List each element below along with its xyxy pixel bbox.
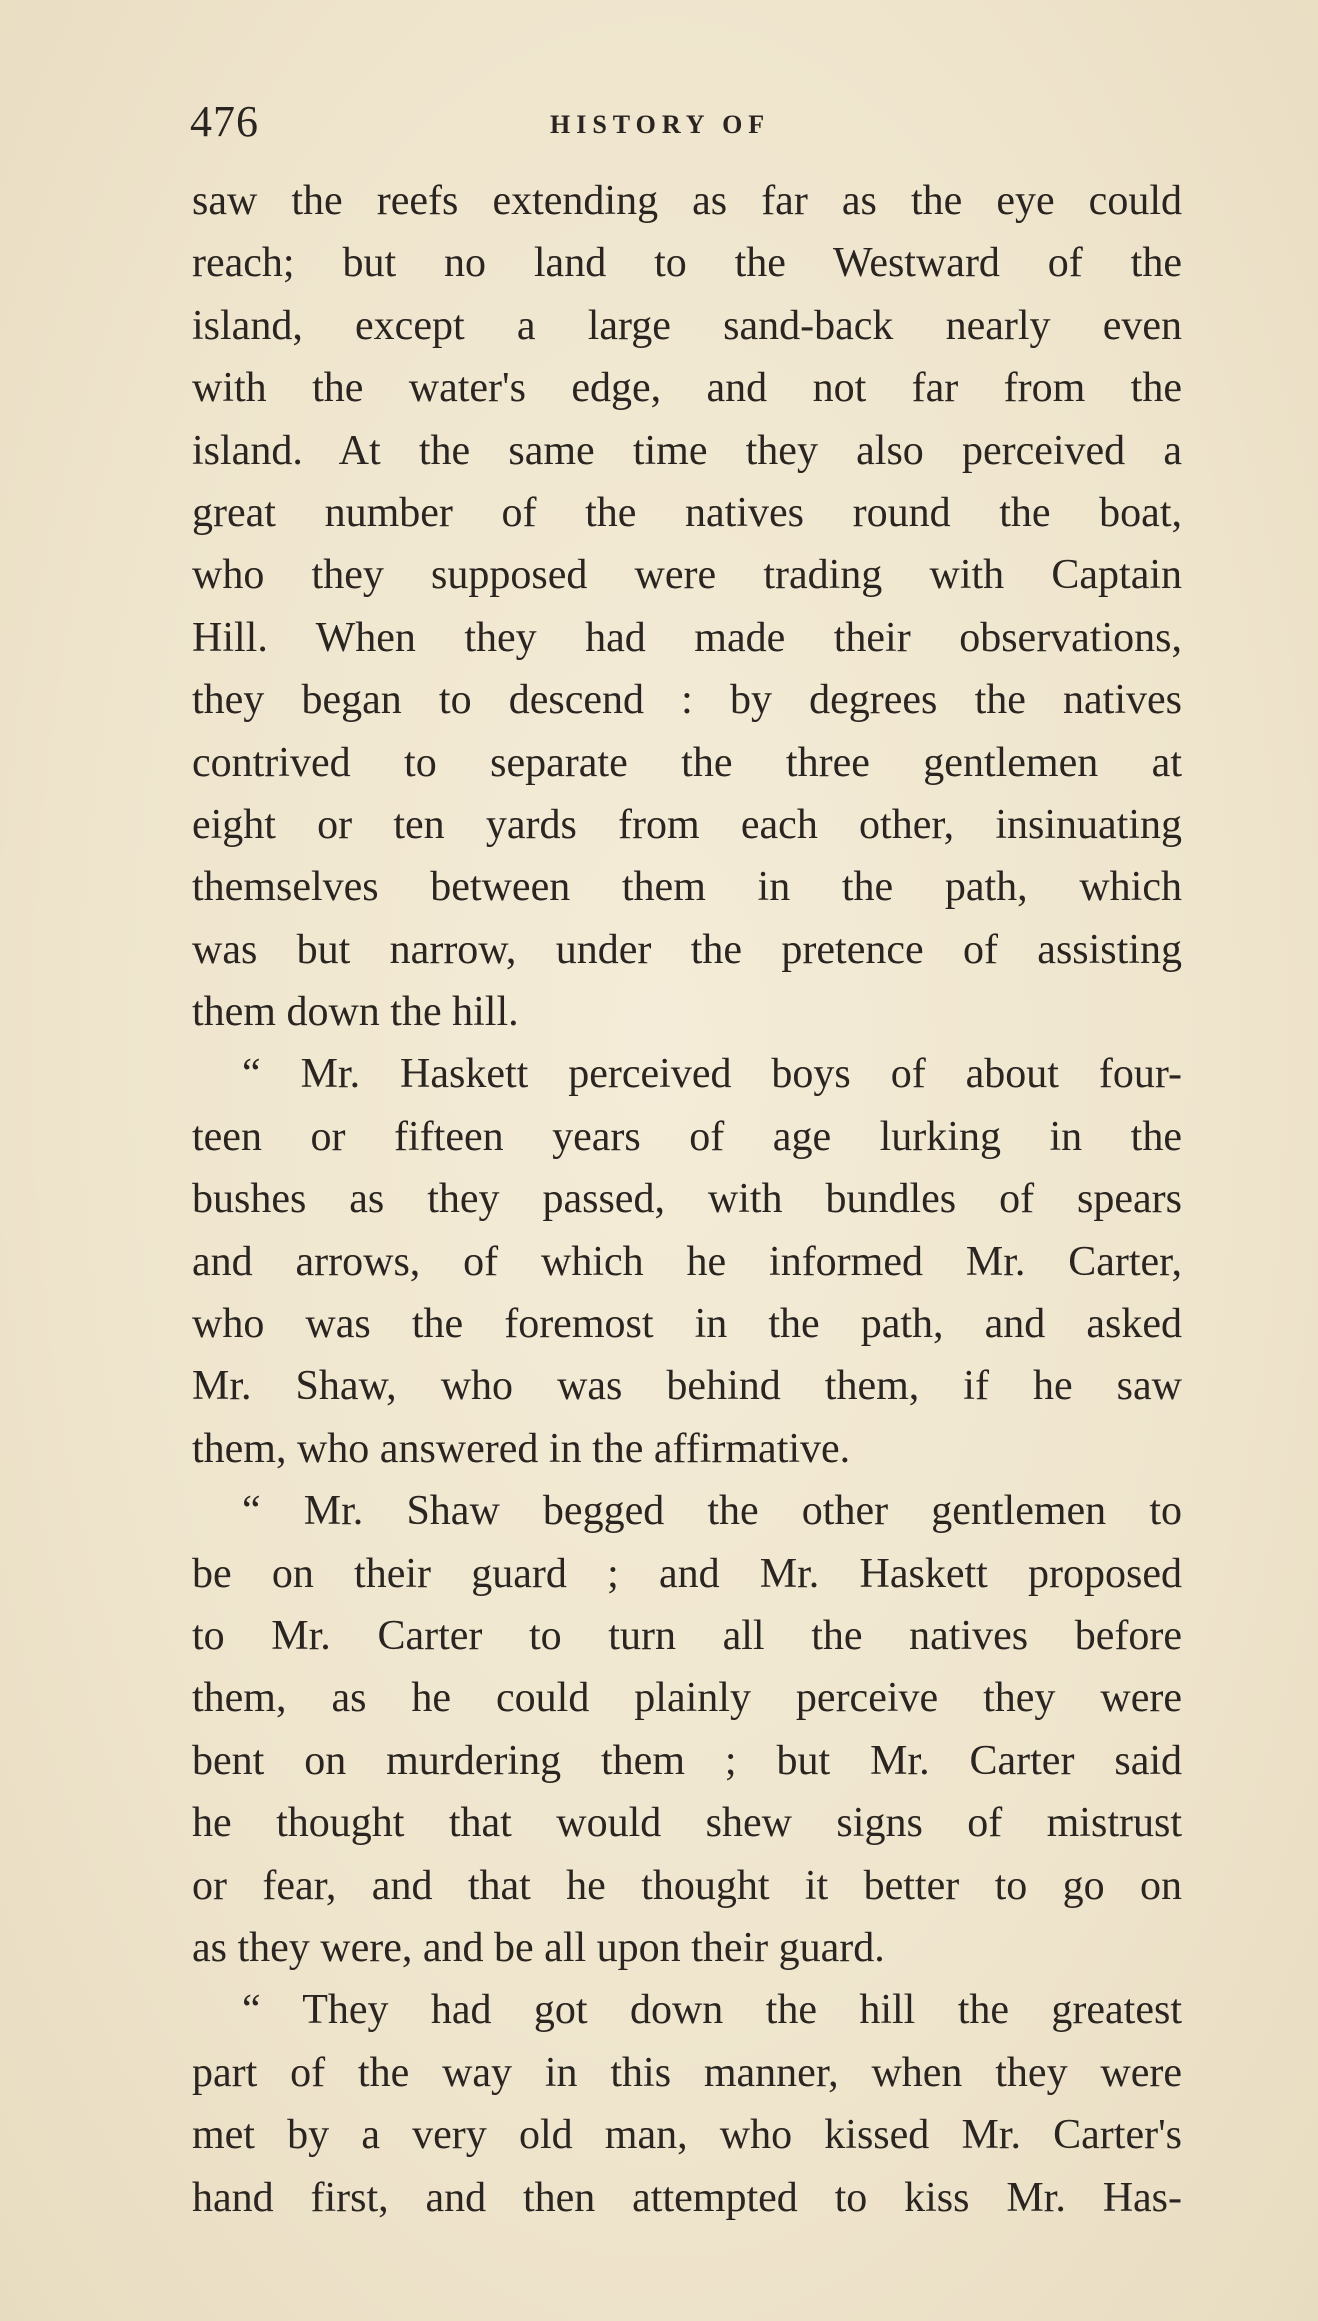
paragraph-end-line: them down the hill.	[192, 989, 519, 1036]
paragraph-start-line: “ They had got down the hill the greatest	[242, 1987, 1182, 2034]
text-line: eight or ten yards from each other, insinuating	[192, 801, 1182, 848]
page-header	[190, 96, 1180, 146]
text-line: who was the foremost in the path, and asked	[192, 1301, 1182, 1348]
paragraph-end-line: as they were, and be all upon their guard.	[192, 1924, 885, 1971]
body-text	[192, 170, 1182, 2229]
text-line: teen or fifteen years of age lurking in the	[192, 1113, 1182, 1160]
text-line: who they supposed were trading with Captain	[192, 552, 1182, 599]
text-line: to Mr. Carter to turn all the natives before	[192, 1612, 1182, 1659]
text-line: Hill. When they had made their observations,	[192, 614, 1182, 661]
text-line: met by a very old man, who kissed Mr. Carter's	[192, 2112, 1182, 2159]
text-line: they began to descend : by degrees the natives	[192, 677, 1182, 724]
text-line: them, as he could plainly perceive they were	[192, 1675, 1182, 1722]
text-line: island. At the same time they also perceived a	[192, 427, 1182, 474]
text-line: was but narrow, under the pretence of assisting	[192, 926, 1182, 973]
paragraph-start-line: “ Mr. Shaw begged the other gentlemen to	[242, 1488, 1182, 1535]
text-line: Mr. Shaw, who was behind them, if he saw	[192, 1363, 1182, 1410]
text-line: reach; but no land to the Westward of the	[192, 240, 1182, 287]
paragraph-start-line: “ Mr. Haskett perceived boys of about four-	[242, 1051, 1182, 1098]
text-line: bent on murdering them ; but Mr. Carter said	[192, 1737, 1182, 1784]
text-line: with the water's edge, and not far from the	[192, 365, 1182, 412]
text-line: bushes as they passed, with bundles of spears	[192, 1176, 1182, 1223]
text-line: part of the way in this manner, when they were	[192, 2049, 1182, 2096]
text-line: or fear, and that he thought it better to go on	[192, 1862, 1182, 1909]
page-number: 476	[190, 97, 259, 146]
paragraph-end-line: them, who answered in the affirmative.	[192, 1425, 851, 1472]
text-line: and arrows, of which he informed Mr. Carter,	[192, 1238, 1182, 1285]
text-line: contrived to separate the three gentlemen at	[192, 739, 1182, 786]
text-line: island, except a large sand-back nearly even	[192, 302, 1182, 349]
text-line: great number of the natives round the boat,	[192, 489, 1182, 536]
text-line: he thought that would shew signs of mistrust	[192, 1800, 1182, 1847]
running-head: HISTORY OF	[550, 110, 771, 139]
text-line: hand first, and then attempted to kiss Mr. Has-	[192, 2174, 1182, 2221]
text-line: saw the reefs extending as far as the eye could	[192, 178, 1182, 224]
text-line: be on their guard ; and Mr. Haskett proposed	[192, 1550, 1182, 1597]
text-line: themselves between them in the path, which	[192, 864, 1182, 911]
